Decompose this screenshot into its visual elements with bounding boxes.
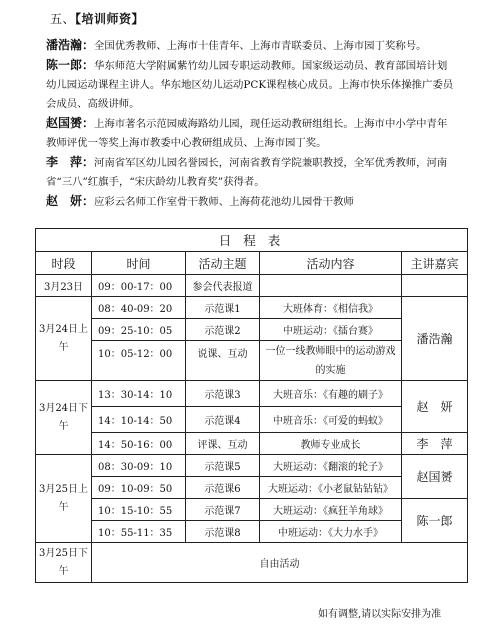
- time-cell: 09：10-09：50: [92, 477, 186, 499]
- theme-cell: 示范课8: [186, 521, 260, 543]
- speaker-cell: 李 萍: [402, 433, 468, 455]
- theme-cell: 示范课3: [186, 381, 260, 407]
- header-period: 时段: [36, 252, 92, 275]
- speaker-cell: 陈一郎: [402, 499, 468, 543]
- trainer-name: 赵国赟：: [46, 116, 95, 130]
- theme-cell: 说课、互动: [186, 341, 260, 381]
- header-time: 时间: [92, 252, 186, 275]
- table-row: [36, 275, 468, 297]
- schedule-table: [35, 228, 468, 583]
- content-cell: 大班运动：《疯狂羊角球》: [260, 499, 402, 521]
- bracket-open: 【: [75, 12, 82, 26]
- trainer-item: [46, 153, 456, 192]
- free-activity-cell: 自由活动: [92, 543, 468, 583]
- period-cell: 3月24日上午: [36, 297, 92, 381]
- time-cell: 10：15-10：55: [92, 499, 186, 521]
- content-cell: 大班运动：《小老鼠钻钻钻》: [260, 477, 402, 499]
- theme-cell: 参会代表报道: [186, 275, 260, 297]
- content-cell: 中班运动：《擂台赛》: [260, 319, 402, 341]
- content-cell: 中班运动：《大力水手》: [260, 521, 402, 543]
- footer-note: 如有调整,请以实际安排为准: [318, 609, 442, 620]
- section-number: 五、: [50, 12, 76, 26]
- time-cell: 13：30-14：10: [92, 381, 186, 407]
- trainer-desc: 应彩云名师工作室骨干教师、上海荷花池幼儿园骨干教师: [94, 196, 354, 208]
- table-row: [36, 543, 468, 583]
- speaker-cell: [402, 275, 468, 297]
- table-row: [36, 381, 468, 407]
- speaker-cell: 赵 妍: [402, 381, 468, 433]
- speaker-cell: 赵国赟: [402, 455, 468, 499]
- trainer-list: [46, 36, 456, 212]
- theme-cell: 评课、互动: [186, 433, 260, 455]
- trainer-desc: 全国优秀教师、上海市十佳青年、上海市青联委员、上海市园丁奖称号。: [94, 40, 427, 52]
- table-row: [36, 297, 468, 319]
- time-cell: 14：10-14：50: [92, 407, 186, 433]
- trainer-name: 潘浩瀚：: [46, 38, 95, 52]
- period-cell: 3月25日下午: [36, 543, 92, 583]
- time-cell: 08：30-09：10: [92, 455, 186, 477]
- trainer-name: 陈一郎：: [46, 58, 95, 72]
- time-cell: 10：05-12：00: [92, 341, 186, 381]
- content-cell: 一位一线教师眼中的运动游戏的实施: [260, 341, 402, 381]
- time-cell: 09：00-17：00: [92, 275, 186, 297]
- schedule-title: 日 程 表: [36, 229, 468, 252]
- header-theme: 活动主题: [186, 252, 260, 275]
- theme-cell: 示范课4: [186, 407, 260, 433]
- content-cell: 教师专业成长: [260, 433, 402, 455]
- time-cell: 09：25-10：05: [92, 319, 186, 341]
- header-speaker: 主讲嘉宾: [402, 252, 468, 275]
- theme-cell: 示范课7: [186, 499, 260, 521]
- trainer-item: [46, 36, 456, 56]
- trainer-name: 李 萍：: [46, 155, 95, 169]
- trainer-item: [46, 56, 456, 114]
- schedule-title-row: [36, 229, 468, 252]
- period-cell: 3月23日: [36, 275, 92, 297]
- header-content: 活动内容: [260, 252, 402, 275]
- section-title: 培训师资: [81, 12, 132, 26]
- schedule-header-row: [36, 252, 468, 275]
- section-heading: [50, 10, 144, 27]
- bracket-close: 】: [131, 12, 145, 26]
- content-cell: [260, 275, 402, 297]
- content-cell: 大班体育：《相信我》: [260, 297, 402, 319]
- trainer-name: 赵 妍：: [46, 194, 95, 208]
- theme-cell: 示范课1: [186, 297, 260, 319]
- period-cell: 3月24日下午: [36, 381, 92, 455]
- time-cell: 14：50-16：00: [92, 433, 186, 455]
- theme-cell: 示范课2: [186, 319, 260, 341]
- trainer-desc: 上海市著名示范园威海路幼儿园，现任运动教研组组长。上海市中小学中青年教师评优一等奖上海市教委中心教研组成员、上海市园丁奖。: [46, 118, 448, 149]
- period-cell: 3月25日上午: [36, 455, 92, 543]
- content-cell: 大班音乐：《有趣的刷子》: [260, 381, 402, 407]
- trainer-desc: 华东师范大学附属紫竹幼儿园专职运动教师。国家级运动员、教育部国培计划幼儿园运动课程主讲人。华东地区幼儿运动PCK课程核心成员。上海市快乐体操推广委员会成员、高级讲师。: [46, 60, 454, 110]
- theme-cell: 示范课6: [186, 477, 260, 499]
- time-cell: 10：55-11：35: [92, 521, 186, 543]
- trainer-item: [46, 114, 456, 153]
- trainer-desc: 河南省军区幼儿园名誉园长，河南省教育学院兼职教授，全军优秀教师，河南省“三八”红旗手，“宋庆龄幼儿教育奖”获得者。: [46, 157, 448, 188]
- speaker-cell: 潘浩瀚: [402, 297, 468, 381]
- trainer-item: [46, 192, 456, 212]
- table-row: [36, 499, 468, 521]
- content-cell: 中班音乐：《可爱的蚂蚁》: [260, 407, 402, 433]
- content-cell: 大班运动：《翻滚的轮子》: [260, 455, 402, 477]
- theme-cell: 示范课5: [186, 455, 260, 477]
- table-row: [36, 433, 468, 455]
- time-cell: 08：40-09：20: [92, 297, 186, 319]
- table-row: [36, 455, 468, 477]
